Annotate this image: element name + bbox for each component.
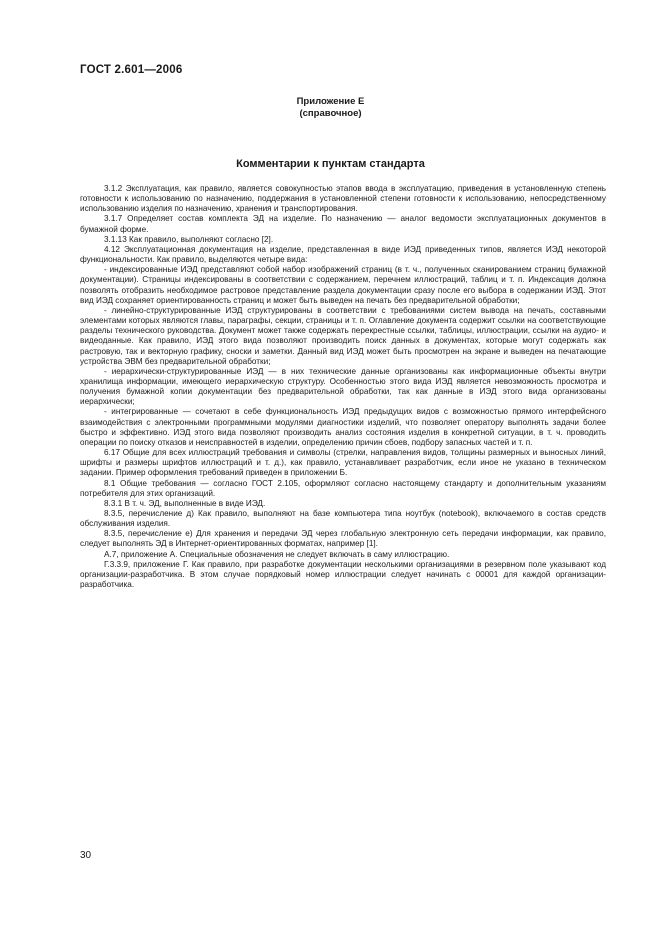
paragraph: 8.3.1 В т. ч. ЭД, выполненные в виде ИЭД. — [104, 498, 266, 508]
paragraph: 3.1.13 Как правило, выполняют согласно [2]. — [104, 234, 274, 244]
body-text — [80, 184, 606, 590]
paragraph: 8.3.5, перечисление д) Как правило, выполняют на базе компьютера типа ноутбук (notebook), включаемого в состав средств обслуживания изделия. — [80, 509, 606, 529]
appendix-subtitle: (справочное) — [299, 108, 362, 119]
paragraph: - иерархически-структурированные ИЭД — в них технические данные организованы как информационные объекты внутри хранилища информации, имеющего иерархическую структуру. Особенностью этого вида ИЭД является невозможность просмотра и получения бумажной копии документации без предварительной обработки, так как данные в ИЭД этого вида организованы иерархически; — [80, 366, 606, 407]
appendix-title: Приложение Е — [296, 96, 365, 107]
paragraph: А.7, приложение А. Специальные обозначения не следует включать в саму иллюстрацию. — [104, 549, 450, 559]
appendix-heading — [0, 96, 661, 120]
paragraph: Г.3.3.9, приложение Г. Как правило, при разработке документации несколькими организациями в резервном поле указывают код организации-разработчика. В этом случае порядковый номер иллюстрации следует начинать с 00001 для каждой организации-разработчика. — [80, 559, 606, 590]
paragraph: 3.1.2 Эксплуатация, как правило, является совокупностью этапов ввода в эксплуатацию, приведения в установленную степень готовности к использованию по назначению, поддержания в установленной степени готовности к использованию, непосредственному использованию изделия по назначению, хранения и транспортирования. — [80, 184, 606, 214]
paragraph: 4.12 Эксплуатационная документация на изделие, представленная в виде ИЭД приведенных типов, является ИЭД некоторой функциональности. Как правило, выделяются четыре вида: — [80, 244, 606, 265]
paragraph: 8.1 Общие требования — согласно ГОСТ 2.105, оформляют согласно настоящему стандарту и дополнительным указаниям потребителя для этих организаций. — [80, 478, 606, 498]
paragraph: 8.3.5, перечисление е) Для хранения и передачи ЭД через глобальную электронную сеть передачи информации, как правило, следует выполнять ЭД в Интернет-ориентированных форматах, например [1]. — [80, 529, 606, 549]
page-number: 30 — [80, 850, 92, 861]
section-title: Комментарии к пунктам стандарта — [236, 158, 425, 170]
paragraph: 6.17 Общие для всех иллюстраций требования и символы (стрелки, направления видов, толщины размерных и выносных линий, шрифты и размеры шрифтов иллюстраций и т. д.), как правило, устанавливает разработчик, если иное не указано в техническом задании. Пример оформления требований приведен в приложении Б. — [80, 448, 606, 478]
paragraph: - индексированные ИЭД представляют собой набор изображений страниц (в т. ч., полученных сканированием страниц бумажной документации). Страницы индексированы в соответствии с содержанием, перечнем иллюстраций, таблиц и т. п. Индексация должна позволять отобразить необходимое растровое представление раздела документации сразу после его выбора в содержании ИЭД. Этот вид ИЭД сохраняет ориентированность страниц и может быть выведен на печать без предварительной обработки; — [80, 265, 606, 305]
paragraph: - линейно-структурированные ИЭД структурированы в соответствии с требованиями систем вывода на печать, составными элементами которых являются главы, параграфы, секции, страницы и т. п. Оглавление документа содержит ссылки на соответствующие разделы технического руководства. Документ может также содержать перекрестные ссылки, таблицы, иллюстрации, ссылки на аудио- и видеоданные. Как правило, ИЭД этого вида позволяют производить поиск данных в документах, которые могут содержать как растровую, так и векторную графику, сноски и заметки. Данный вид ИЭД может быть просмотрен на экране и выведен на печатающие устройства ЭВМ без предварительной обработки; — [80, 305, 606, 366]
paragraph: 3.1.7 Определяет состав комплекта ЭД на изделие. По назначению — аналог ведомости эксплуатационных документов в бумажной форме. — [80, 214, 606, 234]
document-header: ГОСТ 2.601—2006 — [80, 64, 183, 76]
paragraph: - интегрированные — сочетают в себе функциональность ИЭД предыдущих видов с возможностью прямого интерфейсного взаимодействия с электронными программными модулями диагностики изделий, что позволяет оператору выполнять задачи более быстро и эффективно. ИЭД этого вида позволяют производить анализ состояния изделия в конкретной ситуации, в т. ч. проводить операции по поиску отказов и неисправностей в изделии, определению причин сбоев, подбору запасных частей и т. п. — [80, 407, 606, 447]
